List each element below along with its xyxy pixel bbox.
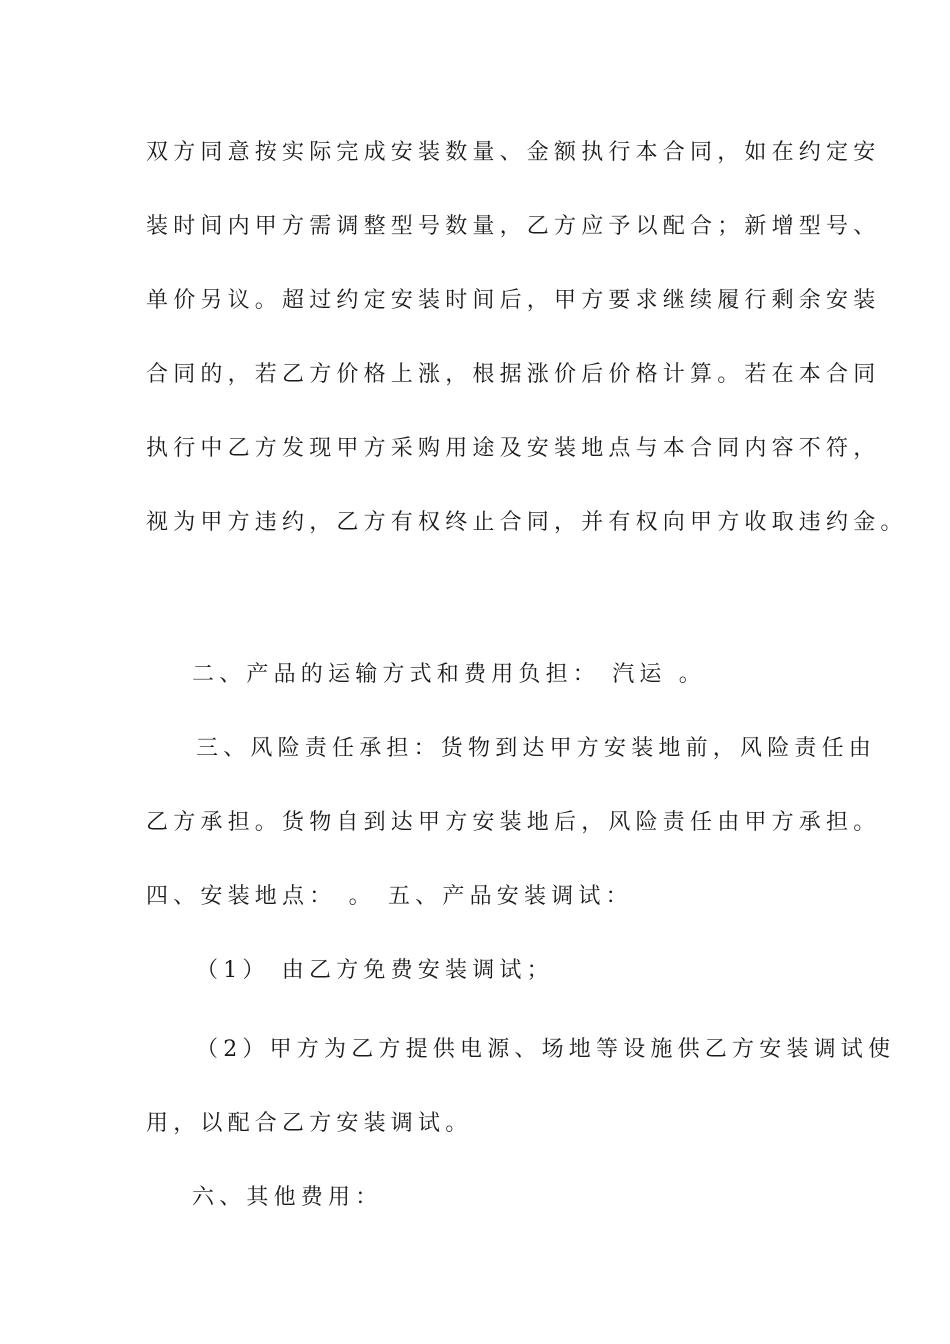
list-item: （1） 由乙方免费安装调试； <box>196 958 554 983</box>
list-item: （2）甲方为乙方提供电源、场地等设施供乙方安装调试使 <box>196 1037 896 1062</box>
clause-transport: 二、产品的运输方式和费用负担： 汽运 。 <box>192 662 706 687</box>
paragraph-line: 双方同意按实际完成安装数量、金额执行本合同，如在约定安 <box>146 140 881 165</box>
clause-location-installation: 四、安装地点： 。 五、产品安装调试： <box>146 884 633 909</box>
clause-risk-line: 三、风险责任承担：货物到达甲方安装地前，风险责任由 <box>196 736 877 761</box>
paragraph-line: 单价另议。超过约定安装时间后，甲方要求继续履行剩余安装 <box>146 288 881 313</box>
paragraph-line: 合同的，若乙方价格上涨，根据涨价后价格计算。若在本合同 <box>146 362 881 387</box>
list-item-continuation: 用，以配合乙方安装调试。 <box>146 1111 473 1136</box>
clause-risk-line: 乙方承担。货物自到达甲方安装地后，风险责任由甲方承担。 <box>146 810 881 835</box>
paragraph-line: 装时间内甲方需调整型号数量，乙方应予以配合；新增型号、 <box>146 214 881 239</box>
paragraph-line: 执行中乙方发现甲方采购用途及安装地点与本合同内容不符， <box>146 436 881 461</box>
paragraph-line: 视为甲方违约，乙方有权终止合同，并有权向甲方收取违约金。 <box>146 510 908 535</box>
clause-other-fees: 六、其他费用： <box>192 1185 383 1210</box>
